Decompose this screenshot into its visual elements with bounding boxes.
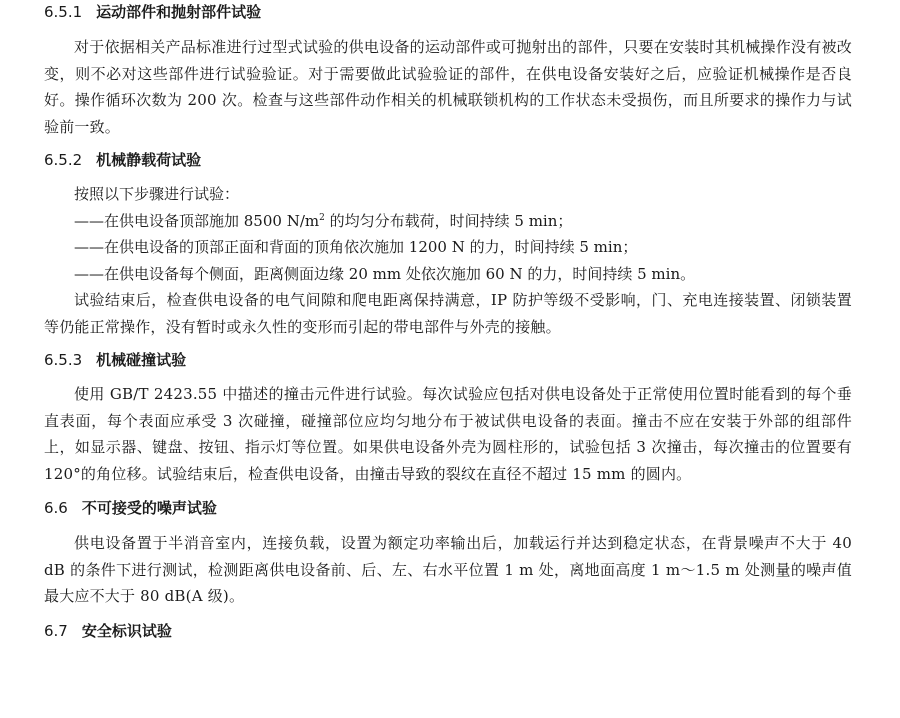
body-paragraph: 使用 GB/T 2423.55 中描述的撞击元件进行试验。每次试验应包括对供电设备处于正常使用位置时能看到的每个垂直表面，每个表面应承受 3 次碰撞，碰撞部位应均匀地分布于被试供电设备的表面。撞击不应在安装于外部的组部件上，如显示器、键盘、按钮、指示灯等位置。如果供电设备外壳为圆柱形的，试验包括 3 次撞击，每次撞击的位置要有 120°的角位移。试验结束后，检查供电设备，由撞击导致的裂纹在直径不超过 15 mm 的圆内。 bbox=[44, 385, 852, 483]
section-heading bbox=[44, 497, 852, 519]
superscript: 2 bbox=[319, 212, 325, 223]
document-page bbox=[0, 1, 900, 718]
list-item-text: 的均匀分布载荷，时间持续 5 min； bbox=[324, 211, 573, 230]
section-6-7 bbox=[44, 620, 852, 642]
section-title: 运动部件和抛射部件试验 bbox=[96, 3, 262, 21]
intro-text: 按照以下步骤进行试验： bbox=[74, 185, 240, 203]
section-title: 不可接受的噪声试验 bbox=[81, 499, 217, 517]
section-title: 机械静载荷试验 bbox=[96, 151, 202, 169]
body-paragraph: 试验结束后，检查供电设备的电气间隙和爬电距离保持满意，IP 防护等级不受影响，门、充电连接装置、闭锁装置等仍能正常操作，没有暂时或永久性的变形而引起的带电部件与外壳的接触。 bbox=[44, 291, 852, 336]
section-heading bbox=[44, 620, 852, 642]
section-6-6 bbox=[44, 497, 852, 610]
section-6-5-1 bbox=[44, 1, 852, 140]
section-number: 6.5.2 bbox=[44, 151, 83, 169]
section-number: 6.7 bbox=[44, 621, 68, 640]
section-title: 安全标识试验 bbox=[81, 621, 172, 640]
section-number: 6.5.3 bbox=[44, 351, 83, 369]
section-6-5-2 bbox=[44, 149, 852, 340]
section-title: 机械碰撞试验 bbox=[96, 351, 187, 369]
list-item: ——在供电设备的顶部正面和背面的顶角依次施加 1200 N 的力，时间持续 5 min； bbox=[74, 238, 638, 256]
section-number: 6.5.1 bbox=[44, 3, 83, 21]
body-paragraph: 供电设备置于半消音室内，连接负载，设置为额定功率输出后，加载运行并达到稳定状态，在背景噪声不大于 40 dB 的条件下进行测试，检测距离供电设备前、后、左、右水平位置 1 m 处，离地面高度 1 m～1.5 m 处测量的噪声值最大应不大于 80 dB(A 级)。 bbox=[44, 534, 852, 605]
section-number: 6.6 bbox=[44, 499, 68, 517]
section-heading bbox=[44, 149, 852, 171]
list-item bbox=[44, 208, 852, 235]
list-item-text: ——在供电设备顶部施加 8500 N/m bbox=[74, 211, 320, 230]
section-heading bbox=[44, 1, 852, 23]
section-heading bbox=[44, 349, 852, 371]
list-item: ——在供电设备每个侧面，距离侧面边缘 20 mm 处依次施加 60 N 的力，时间持续 5 min。 bbox=[74, 264, 696, 283]
section-6-5-3 bbox=[44, 349, 852, 487]
body-paragraph: 对于依据相关产品标准进行过型式试验的供电设备的运动部件或可抛射出的部件，只要在安装时其机械操作没有被改变，则不必对这些部件进行试验验证。对于需要做此试验验证的部件，在供电设备安装好之后，应验证机械操作是否良好。操作循环次数为 200 次。检查与这些部件动作相关的机械联锁机构的工作状态未受损伤，而且所要求的操作力与试验前一致。 bbox=[44, 38, 852, 136]
